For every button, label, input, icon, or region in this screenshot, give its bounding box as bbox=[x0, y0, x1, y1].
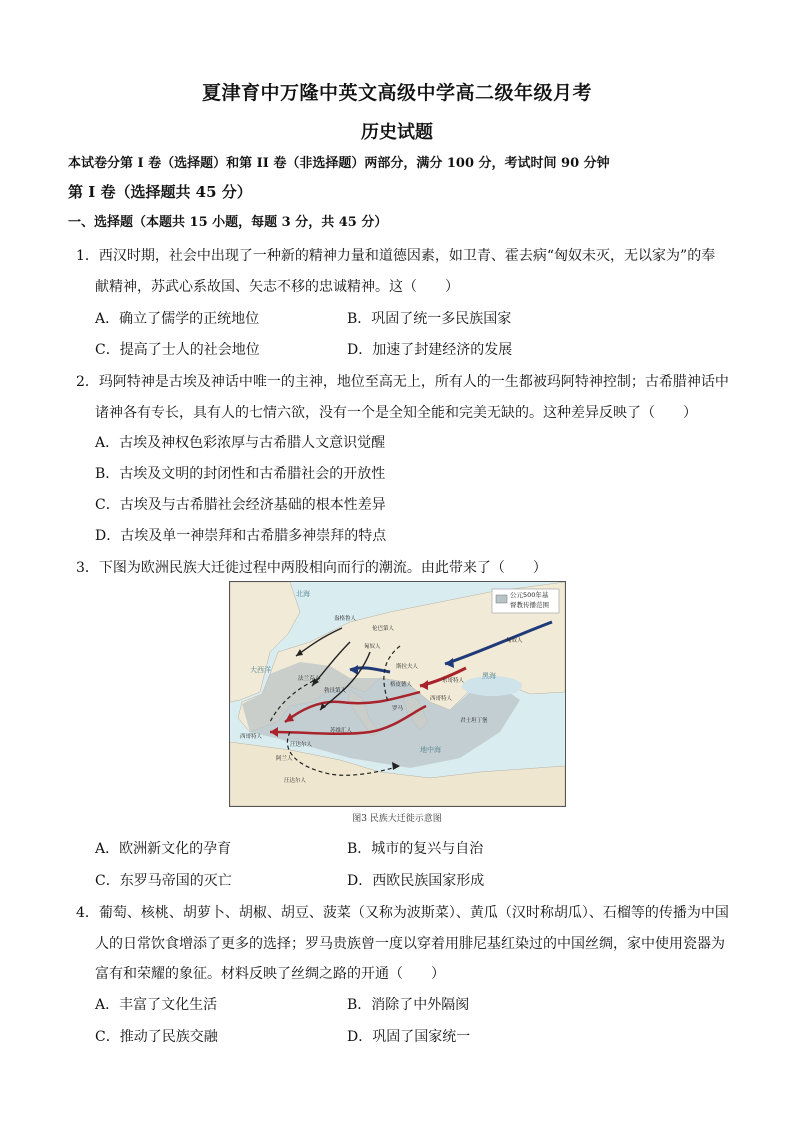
section-title: 一、选择题（本题共 15 小题，每题 3 分，共 45 分） bbox=[68, 215, 388, 230]
volume-title: 第 I 卷（选择题共 45 分） bbox=[68, 183, 252, 201]
map-label-visigoths: 西哥特人 bbox=[240, 734, 263, 740]
map-label-franks: 法兰克人 bbox=[298, 676, 321, 682]
q4-stem-line-2: 人的日常饮食增添了更多的选择；罗马贵族曾一度以穿着用腓尼基红染过的中国丝绸，家中使用瓷器为 bbox=[95, 936, 725, 952]
exam-intro: 本试卷分第 I 卷（选择题）和第 II 卷（非选择题）两部分，满分 100 分，考试时间 90 分钟 bbox=[68, 156, 610, 171]
q4-option-c[interactable]: C．推动了民族交融 bbox=[95, 1029, 218, 1045]
map-label-atlantic: 大西洋 bbox=[250, 666, 271, 674]
q4-option-d[interactable]: D．巩固了国家统一 bbox=[347, 1029, 471, 1045]
q1-stem-line-1: 1．西汉时期，社会中出现了一种新的精神力量和道德因素，如卫青、霍去病“匈奴未灭，无以家为”的奉 bbox=[76, 248, 716, 264]
map-label-huns-east: 匈奴人 bbox=[506, 638, 523, 644]
map-label-black-sea: 黑海 bbox=[482, 672, 496, 680]
map-label-gepids: 格皮德人 bbox=[390, 682, 413, 688]
q2-stem-line-2: 诸神各有专长，具有人的七情六欲，没有一个是全知全能和完美无缺的。这种差异反映了（ ） bbox=[95, 405, 697, 421]
map-label-slavs: 斯拉夫人 bbox=[396, 664, 419, 670]
map-label-ostrogoths: 东哥特人 bbox=[442, 678, 465, 684]
q4-stem-line-3: 富有和荣耀的象征。材料反映了丝绸之路的开通（ ） bbox=[95, 966, 445, 982]
q4-option-a[interactable]: A．丰富了文化生活 bbox=[95, 997, 218, 1013]
map-label-suevi: 苏维汇人 bbox=[330, 728, 353, 734]
q1-option-b[interactable]: B．巩固了统一多民族国家 bbox=[347, 311, 512, 327]
q2-option-a[interactable]: A．古埃及神权色彩浓厚与古希腊人文意识觉醒 bbox=[95, 435, 386, 451]
q3-option-b[interactable]: B．城市的复兴与自治 bbox=[347, 841, 484, 857]
migration-map bbox=[229, 581, 566, 807]
q2-option-c[interactable]: C．古埃及与古希腊社会经济基础的根本性差异 bbox=[95, 497, 386, 513]
q2-option-b[interactable]: B．古埃及文明的封闭性和古希腊社会的开放性 bbox=[95, 466, 386, 482]
map-legend-line-1: 公元500年基 bbox=[510, 591, 549, 599]
map-label-alans: 阿兰人 bbox=[276, 756, 293, 762]
migration-map-svg bbox=[230, 582, 565, 806]
map-label-rome: 罗马 bbox=[392, 706, 404, 712]
q1-stem-line-2: 献精神，苏武心系故国、矢志不移的忠诚精神。这（ ） bbox=[95, 279, 459, 295]
q3-option-a[interactable]: A．欧洲新文化的孕育 bbox=[95, 841, 232, 857]
q4-option-b[interactable]: B．消除了中外隔阂 bbox=[347, 997, 470, 1013]
map-label-vandals-2: 汪达尔人 bbox=[284, 778, 307, 784]
q3-option-d[interactable]: D．西欧民族国家形成 bbox=[347, 873, 485, 889]
q1-option-d[interactable]: D．加速了封建经济的发展 bbox=[347, 342, 513, 358]
map-label-vandals: 汪达尔人 bbox=[290, 742, 313, 748]
map-legend-line-2: 督教传播范围 bbox=[510, 601, 549, 609]
map-label-goths-west: 西哥特人 bbox=[430, 696, 453, 702]
school-title: 夏津育中万隆中英文高级中学高二级年级月考 bbox=[201, 82, 592, 104]
map-label-mediterranean: 地中海 bbox=[420, 746, 441, 754]
map-label-north-sea: 北海 bbox=[296, 590, 310, 598]
q2-option-d[interactable]: D．古埃及单一神崇拜和古希腊多神崇拜的特点 bbox=[95, 528, 387, 544]
map-label-saxons: 盎格鲁人 bbox=[334, 616, 357, 622]
q2-stem-line-1: 2．玛阿特神是古埃及神话中唯一的主神，地位至高无上，所有人的一生都被玛阿特神控制；古希腊神话中 bbox=[76, 374, 729, 390]
map-label-constantinople: 君士坦丁堡 bbox=[460, 718, 488, 724]
map-label-burgundians: 勃艮第人 bbox=[324, 688, 347, 694]
q1-option-c[interactable]: C．提高了士人的社会地位 bbox=[95, 342, 260, 358]
q3-stem-line-1: 3．下图为欧洲民族大迁徙过程中两股相向而行的潮流。由此带来了（ ） bbox=[76, 560, 547, 576]
q3-option-c[interactable]: C．东罗马帝国的灭亡 bbox=[95, 873, 232, 889]
q4-stem-line-1: 4．葡萄、核桃、胡萝卜、胡椒、胡豆、菠菜（又称为波斯菜）、黄瓜（汉时称胡瓜）、石榴等的传播为中国 bbox=[76, 905, 729, 921]
map-label-lombards: 伦巴第人 bbox=[372, 626, 395, 632]
map-label-huns-west: 匈奴人 bbox=[364, 644, 381, 650]
subject-title: 历史试题 bbox=[361, 122, 433, 143]
map-caption: 图3 民族大迁徙示意图 bbox=[352, 814, 442, 824]
q1-option-a[interactable]: A．确立了儒学的正统地位 bbox=[95, 311, 260, 327]
